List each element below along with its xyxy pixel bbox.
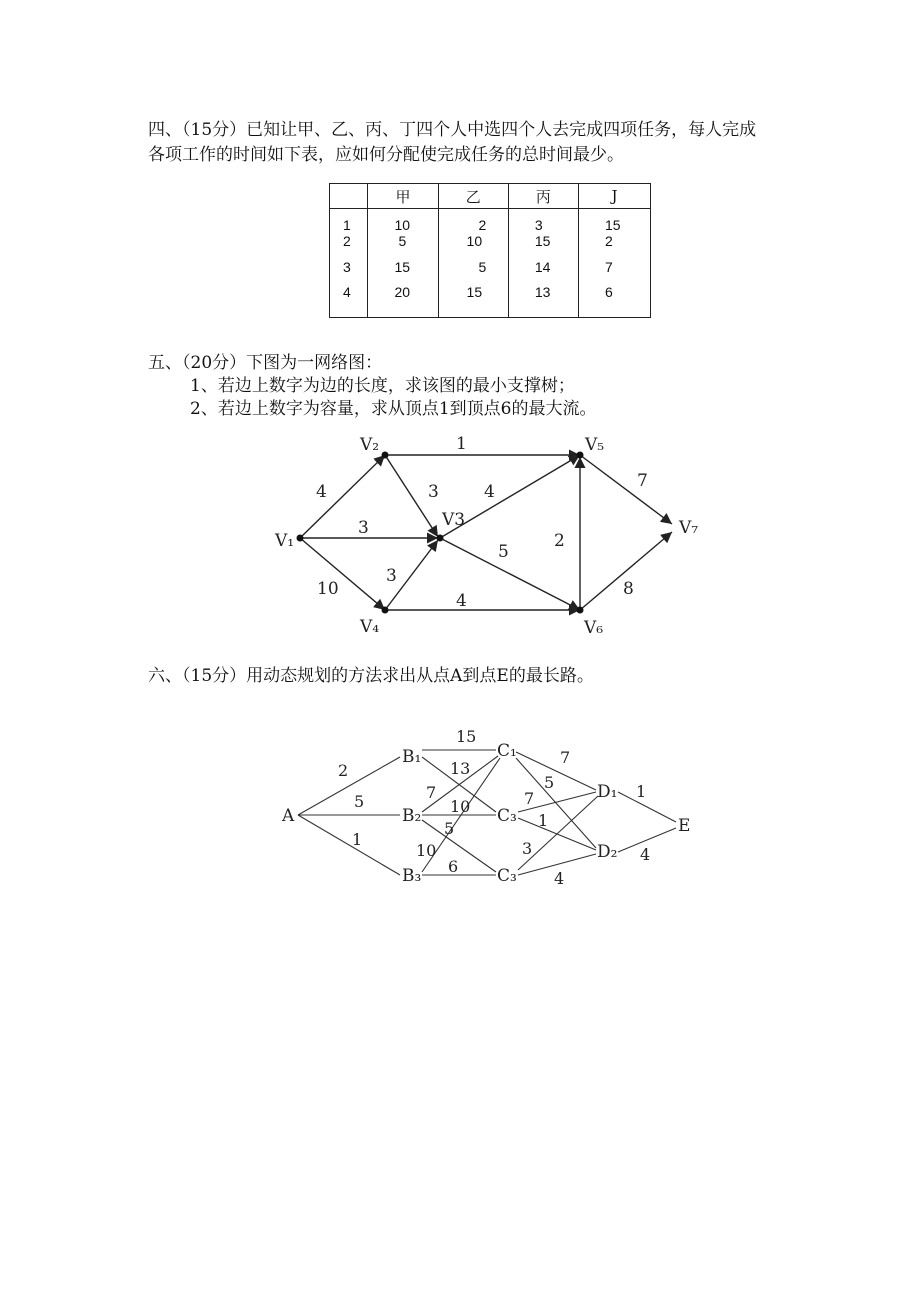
node-c2: C₃ xyxy=(497,806,517,826)
value-cell: 15 xyxy=(604,217,621,233)
value-cell: 7 xyxy=(604,259,613,275)
value-cell: 3 xyxy=(534,217,543,233)
header-bing: 丙 xyxy=(508,184,578,209)
header-yi: 乙 xyxy=(438,184,508,209)
value-cell: 13 xyxy=(534,284,551,300)
weight-v2-v3: 3 xyxy=(428,482,439,502)
value-cell: 10 xyxy=(466,233,483,249)
weight-v3-v5: 4 xyxy=(484,482,495,502)
weight-c3-d2: 4 xyxy=(554,869,565,888)
q5-item1: 1、若边上数字为边的长度，求该图的最小支撑树； xyxy=(190,376,575,396)
task-cell: 3 xyxy=(343,259,351,275)
header-ding: J xyxy=(578,184,650,209)
weight-c3-d1: 3 xyxy=(522,839,533,858)
node-c1: C₁ xyxy=(497,741,517,761)
edge-d1-e xyxy=(618,792,676,822)
node-d1: D₁ xyxy=(597,782,618,802)
weight-v1-v4: 10 xyxy=(317,579,339,599)
q5-title: 五、（20分）下图为一网络图： xyxy=(148,353,383,373)
node-d2: D₂ xyxy=(597,842,618,862)
weight-b1-c1: 15 xyxy=(456,727,477,746)
value-cell: 10 xyxy=(394,217,411,233)
weight-b2-c2: 10 xyxy=(450,797,471,816)
weight-c2-d2: 1 xyxy=(538,811,549,830)
label-v4: V₄ xyxy=(360,617,380,637)
value-cell: 15 xyxy=(534,233,551,249)
weight-v4-v3: 3 xyxy=(386,566,397,586)
q6-title: 六、（15分）用动态规划的方法求出从点A到点E的最长路。 xyxy=(148,666,594,686)
weight-c2-d1: 7 xyxy=(524,789,535,808)
weight-v2-v5: 1 xyxy=(456,434,467,454)
node-b2: B₂ xyxy=(402,806,422,826)
edge-a-b1 xyxy=(298,757,400,815)
label-v1: V₁ xyxy=(275,531,295,551)
label-v3: V3 xyxy=(442,510,466,530)
value-cell: 5 xyxy=(398,233,407,249)
value-cell: 2 xyxy=(478,217,487,233)
value-cell: 15 xyxy=(466,284,483,300)
q4-line2: 各项工作的时间如下表，应如何分配使完成任务的总时间最少。 xyxy=(148,145,624,165)
value-cell: 14 xyxy=(534,259,551,275)
node-e: E xyxy=(678,816,691,836)
q4-line1: 四、（15分）已知让甲、乙、丙、丁四个人中选四个人去完成四项任务，每人完成 xyxy=(148,120,757,140)
weight-d1-e: 1 xyxy=(636,782,647,801)
weight-b2-c1: 7 xyxy=(426,783,437,802)
weight-c1-d2: 5 xyxy=(544,773,555,792)
weight-v3-v6: 5 xyxy=(498,542,509,562)
task-cell: 2 xyxy=(343,233,351,249)
weight-b2-c3: 5 xyxy=(444,819,455,838)
weight-v6-v5: 2 xyxy=(554,531,565,551)
node-b1: B₁ xyxy=(402,747,422,767)
weight-v5-v7: 7 xyxy=(637,471,648,491)
weight-b3-c3: 6 xyxy=(448,857,459,876)
value-cell: 6 xyxy=(604,284,613,300)
weight-a-b2: 5 xyxy=(354,792,365,811)
value-cell: 15 xyxy=(394,259,411,275)
value-cell: 20 xyxy=(394,284,411,300)
node-b3: B₃ xyxy=(402,866,422,886)
label-v2: V₂ xyxy=(360,435,380,455)
label-v6: V₆ xyxy=(584,618,604,638)
weight-v6-v7: 8 xyxy=(623,579,634,599)
weight-a-b3: 1 xyxy=(352,830,363,849)
weight-b1-c2: 13 xyxy=(450,759,471,778)
weight-c1-d1: 7 xyxy=(560,748,571,767)
label-v7: V₇ xyxy=(679,518,699,538)
q5-item2: 2、若边上数字为容量，求从顶点1到顶点6的最大流。 xyxy=(190,399,597,419)
weight-a-b1: 2 xyxy=(338,761,349,780)
weight-v4-v6: 4 xyxy=(456,591,467,611)
weight-v1-v3: 3 xyxy=(358,518,369,538)
node-a: A xyxy=(282,806,295,826)
node-c3: C₃ xyxy=(497,866,517,886)
value-cell: 2 xyxy=(604,233,613,249)
weight-d2-e: 4 xyxy=(640,845,651,864)
weight-b3-c1: 10 xyxy=(416,841,437,860)
value-cell: 5 xyxy=(478,259,487,275)
header-jia: 甲 xyxy=(368,184,438,209)
task-cell: 4 xyxy=(343,284,351,300)
task-cell: 1 xyxy=(343,217,351,233)
label-v5: V₅ xyxy=(585,435,605,455)
edge-a-b3 xyxy=(298,815,400,875)
weight-v1-v2: 4 xyxy=(316,482,327,502)
